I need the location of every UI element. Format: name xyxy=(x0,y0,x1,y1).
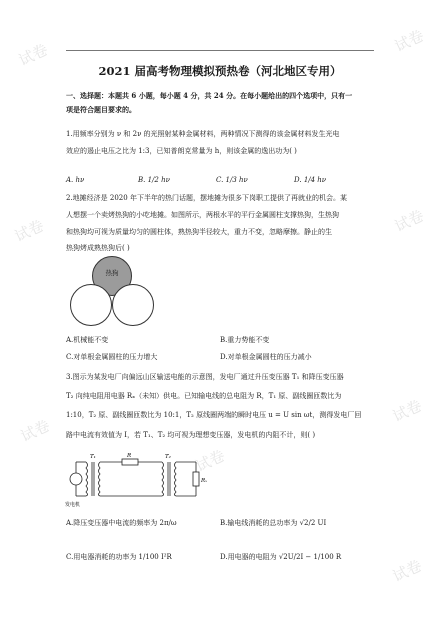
q2-line-3: 和热狗均可视为质量均匀的圆柱体，熟热狗半径较大，重力不变，忽略摩擦。静止的生 xyxy=(66,228,332,236)
q1-option-d[interactable]: D. 1/4 hν xyxy=(294,176,327,184)
header-rule xyxy=(66,50,374,51)
section-heading: 一、选择题：本题共 6 小题，每小题 4 分，共 24 分。在每小题给出的四个选项中，只有一 xyxy=(66,91,353,100)
left-rod-circle xyxy=(70,284,112,326)
q3-line-1: 3.图示为某发电厂向偏远山区输送电能的示意图，发电厂通过升压变压器 T₁ 和降压变压器 xyxy=(66,373,344,381)
q2-line-4: 热狗烤成熟热狗后( ) xyxy=(66,244,130,252)
watermark: 试卷 xyxy=(15,40,51,70)
r-label: R xyxy=(127,453,132,459)
line-resistor-symbol xyxy=(122,459,138,465)
generator-label: 发电机 xyxy=(65,502,81,508)
q1-line-1: 1.用频率分别为 ν 和 2ν 的光照射某种金属材料，两种情况下测得的该金属材料发生光电 xyxy=(66,130,340,138)
watermark: 试卷 xyxy=(11,216,47,246)
watermark: 试卷 xyxy=(17,416,53,446)
q2-option-b[interactable]: B.重力势能不变 xyxy=(220,336,270,344)
watermark: 试卷 xyxy=(391,26,427,56)
t1-label: T₁ xyxy=(90,454,96,460)
right-rod-circle xyxy=(112,284,154,326)
rx-label: Rₓ xyxy=(201,478,208,484)
q1-line-2: 效应的遏止电压之比为 1:3，已知普朗克常量为 h，则该金属的逸出功为( ) xyxy=(66,147,297,155)
q1-option-c[interactable]: C. 1/3 hν xyxy=(216,176,248,184)
q2-line-1: 2.地摊经济是 2020 年下半年的热门话题，摆地摊为很多下岗职工提供了再就业的机会。某 xyxy=(66,194,347,202)
q3-option-a[interactable]: A.降压变压器中电流的频率为 2π/ω xyxy=(66,519,177,527)
t2-label: T₂ xyxy=(165,454,171,460)
q3-line-4: 路中电流有效值为 I，若 T₁、T₂ 均可视为理想变压器，发电机的内阻不计，则( ) xyxy=(66,431,316,439)
section-heading-cont: 项是符合题目要求的。 xyxy=(66,105,136,114)
q2-line-2: 人想摆一个卖烤热狗的小吃地摊。如图所示，两根水平的平行金属圆柱支撑热狗，生热狗 xyxy=(66,211,339,219)
q3-line-3: 1:10，T₂ 原、副线圈匝数比为 10:1，T₂ 原线圈两端的瞬时电压 u = U sin ωt，测得发电厂回 xyxy=(66,411,362,419)
watermark: 试卷 xyxy=(389,396,425,426)
page-title: 2021 届高考物理模拟预热卷（河北地区专用） xyxy=(98,64,342,78)
watermark: 试卷 xyxy=(192,446,228,476)
watermark: 试卷 xyxy=(391,206,427,236)
q3-option-d[interactable]: D.用电器的电阻为 √2U/2I − 1/100 R xyxy=(220,553,342,561)
load-resistor-symbol xyxy=(193,472,199,486)
q3-circuit-diagram xyxy=(64,450,214,508)
q3-option-c[interactable]: C.用电器消耗的功率为 1/100 I²R xyxy=(66,553,172,561)
hotdog-label: 热狗 xyxy=(105,269,119,277)
q2-option-a[interactable]: A.机械能不变 xyxy=(66,336,109,344)
q2-option-d[interactable]: D.对单根金属圆柱的压力减小 xyxy=(220,353,312,361)
q2-option-c[interactable]: C.对单根金属圆柱的压力增大 xyxy=(66,353,158,361)
q3-line-2: T₂ 向纯电阻用电器 Rₓ（未知）供电。已知输电线的总电阻为 R，T₁ 原、副线圈匝数比为 xyxy=(66,392,342,400)
q2-figure xyxy=(66,256,166,328)
q1-option-b[interactable]: B. 1/2 hν xyxy=(138,176,170,184)
generator-symbol xyxy=(70,473,82,485)
q1-option-a[interactable]: A. hν xyxy=(66,176,85,184)
q3-option-b[interactable]: B.输电线消耗的总功率为 √2/2 UI xyxy=(220,519,327,527)
watermark: 试卷 xyxy=(389,556,425,586)
